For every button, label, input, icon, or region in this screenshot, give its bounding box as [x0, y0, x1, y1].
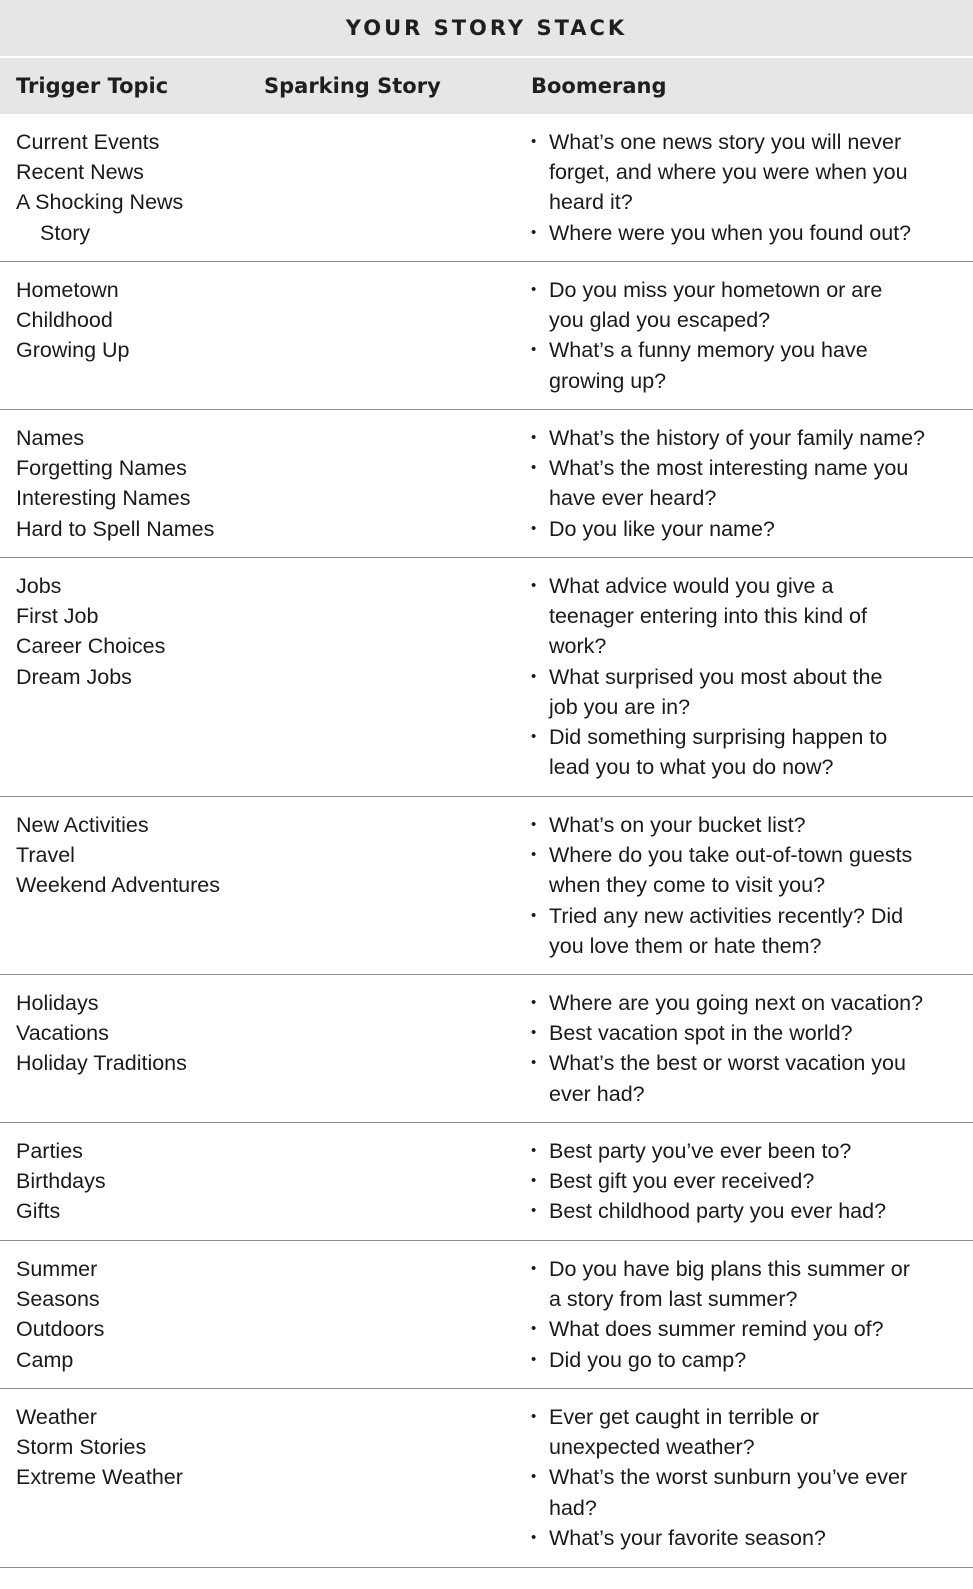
trigger-topic-item: Holidays — [16, 991, 99, 1015]
question-line: What’s your favorite season? — [549, 1525, 826, 1550]
boomerang-cell — [531, 810, 961, 961]
table-title: YOUR STORY STACK — [345, 16, 628, 40]
question-line: Best vacation spot in the world? — [549, 1021, 853, 1046]
boomerang-question — [531, 1048, 961, 1108]
question-line: What’s the best or worst vacation you — [549, 1051, 906, 1076]
trigger-topic-item: Jobs — [16, 574, 62, 598]
trigger-topic-item: Current Events — [16, 130, 160, 154]
column-header-row — [0, 58, 973, 114]
table-row — [0, 1241, 973, 1389]
question-line: Best party you’ve ever been to? — [549, 1139, 852, 1163]
trigger-topic-item: First Job — [16, 604, 99, 629]
boomerang-question — [531, 423, 961, 453]
question-line: What advice would you give a — [549, 574, 834, 598]
table-body — [0, 114, 973, 1568]
table-row — [0, 1389, 973, 1568]
question-line: What’s the history of your family name? — [549, 426, 926, 450]
question-line: forget, and where you were when you — [549, 160, 908, 185]
boomerang-question — [531, 1314, 961, 1344]
boomerang-question — [531, 1345, 961, 1375]
header-boomerang: Boomerang — [531, 74, 667, 98]
bullet-icon: • — [531, 1350, 537, 1368]
bullet-icon: • — [531, 1054, 537, 1072]
table-row — [0, 1123, 973, 1241]
boomerang-question — [531, 1462, 961, 1522]
question-line: Best childhood party you ever had? — [549, 1199, 887, 1224]
trigger-topic-item: Recent News — [16, 160, 144, 185]
bullet-icon: • — [531, 1260, 537, 1277]
boomerang-question — [531, 662, 961, 722]
question-line: What does summer remind you of? — [549, 1317, 884, 1342]
boomerang-question — [531, 1523, 961, 1553]
bullet-icon: • — [531, 281, 537, 298]
trigger-topic-item: Vacations — [16, 1021, 109, 1046]
boomerang-question — [531, 901, 961, 961]
question-line: you love them or hate them? — [549, 933, 822, 958]
trigger-topic-item: Seasons — [16, 1287, 100, 1312]
question-line: had? — [549, 1495, 597, 1520]
boomerang-question — [531, 335, 961, 395]
trigger-topic-item: Camp — [16, 1347, 74, 1372]
question-line: What’s the worst sunburn you’ve ever — [549, 1465, 908, 1490]
trigger-topic-cell — [16, 810, 256, 901]
bullet-icon: • — [531, 906, 537, 924]
trigger-topic-item: New Activities — [16, 813, 149, 837]
trigger-topic-item: Weather — [16, 1405, 97, 1429]
bullet-icon: • — [531, 728, 537, 746]
bullet-icon: • — [531, 1142, 537, 1159]
question-line: Ever get caught in terrible or — [549, 1405, 820, 1429]
trigger-topic-item: Weekend Adventures — [16, 873, 220, 898]
boomerang-cell — [531, 275, 961, 396]
trigger-topic-cell — [16, 571, 256, 692]
boomerang-question — [531, 275, 961, 335]
boomerang-question — [531, 1136, 961, 1166]
table-title-band — [0, 0, 973, 56]
question-line: What’s on your bucket list? — [549, 813, 806, 837]
trigger-topic-item: Interesting Names — [16, 486, 191, 511]
bullet-icon: • — [531, 133, 537, 150]
trigger-topic-cell — [16, 1402, 256, 1493]
boomerang-cell — [531, 127, 961, 248]
trigger-topic-item: Gifts — [16, 1199, 61, 1224]
question-line: Do you like your name? — [549, 516, 775, 541]
question-line: teenager entering into this kind of — [549, 604, 867, 629]
trigger-topic-cell — [16, 1254, 256, 1375]
boomerang-cell — [531, 423, 961, 544]
table-row — [0, 558, 973, 797]
boomerang-question — [531, 1166, 961, 1196]
bullet-icon: • — [531, 667, 537, 685]
trigger-topic-item: Hometown — [16, 278, 119, 302]
bullet-icon: • — [531, 1024, 537, 1042]
question-line: Did you go to camp? — [549, 1347, 747, 1372]
boomerang-question — [531, 218, 961, 248]
question-line: when they come to visit you? — [549, 873, 826, 898]
bullet-icon: • — [531, 459, 537, 477]
trigger-topic-item: Childhood — [16, 308, 113, 333]
table-row — [0, 410, 973, 558]
boomerang-question — [531, 1196, 961, 1226]
question-line: ever had? — [549, 1081, 645, 1106]
question-line: growing up? — [549, 368, 667, 393]
trigger-topic-item: Storm Stories — [16, 1435, 147, 1460]
header-sparking-story: Sparking Story — [264, 74, 441, 98]
trigger-topic-item: Dream Jobs — [16, 664, 132, 689]
trigger-topic-item: Birthdays — [16, 1169, 106, 1194]
trigger-topic-item: Forgetting Names — [16, 456, 187, 481]
boomerang-question — [531, 571, 961, 662]
question-line: Where do you take out-of-town guests — [549, 843, 913, 868]
boomerang-question — [531, 514, 961, 544]
bullet-icon: • — [531, 577, 537, 594]
boomerang-cell — [531, 1402, 961, 1553]
bullet-icon: • — [531, 1468, 537, 1486]
bullet-icon: • — [531, 1172, 537, 1190]
question-line: Do you have big plans this summer or — [549, 1257, 910, 1281]
trigger-topic-item: Extreme Weather — [16, 1465, 183, 1490]
question-line: Where are you going next on vacation? — [549, 991, 924, 1015]
question-line: Best gift you ever received? — [549, 1169, 815, 1194]
boomerang-question — [531, 988, 961, 1018]
question-line: a story from last summer? — [549, 1287, 798, 1312]
question-line: Do you miss your hometown or are — [549, 278, 883, 302]
boomerang-question — [531, 127, 961, 218]
question-line: Where were you when you found out? — [549, 220, 912, 245]
question-line: job you are in? — [549, 694, 691, 719]
trigger-topic-item: Story — [40, 220, 91, 245]
bullet-icon: • — [531, 223, 537, 241]
question-line: have ever heard? — [549, 486, 717, 511]
bullet-icon: • — [531, 429, 537, 446]
trigger-topic-item: Outdoors — [16, 1317, 105, 1342]
trigger-topic-item: Growing Up — [16, 338, 130, 363]
bullet-icon: • — [531, 1320, 537, 1338]
question-line: What’s the most interesting name you — [549, 456, 909, 481]
question-line: work? — [549, 634, 607, 659]
boomerang-question — [531, 810, 961, 840]
trigger-topic-cell — [16, 1136, 256, 1227]
trigger-topic-cell — [16, 127, 256, 248]
header-trigger-topic: Trigger Topic — [16, 74, 169, 98]
trigger-topic-item: Travel — [16, 843, 75, 868]
bullet-icon: • — [531, 994, 537, 1011]
bullet-icon: • — [531, 1528, 537, 1546]
question-line: What’s one news story you will never — [549, 130, 902, 154]
question-line: What surprised you most about the — [549, 664, 883, 689]
bullet-icon: • — [531, 341, 537, 359]
question-line: lead you to what you do now? — [549, 755, 834, 780]
bullet-icon: • — [531, 1408, 537, 1425]
trigger-topic-item: Career Choices — [16, 634, 166, 659]
boomerang-question — [531, 722, 961, 782]
question-line: Tried any new activities recently? Did — [549, 903, 904, 928]
boomerang-question — [531, 1402, 961, 1462]
boomerang-question — [531, 453, 961, 513]
bullet-icon: • — [531, 846, 537, 864]
trigger-topic-item: Hard to Spell Names — [16, 516, 215, 541]
table-row — [0, 797, 973, 975]
table-row — [0, 262, 973, 410]
trigger-topic-cell — [16, 275, 256, 366]
bullet-icon: • — [531, 816, 537, 833]
trigger-topic-cell — [16, 988, 256, 1079]
question-line: unexpected weather? — [549, 1435, 755, 1460]
question-line: you glad you escaped? — [549, 308, 771, 333]
boomerang-cell — [531, 571, 961, 782]
trigger-topic-item: Parties — [16, 1139, 83, 1163]
boomerang-cell — [531, 1254, 961, 1375]
trigger-topic-item: A Shocking News — [16, 190, 184, 215]
trigger-topic-item: Holiday Traditions — [16, 1051, 187, 1076]
question-line: heard it? — [549, 190, 633, 215]
trigger-topic-item: Summer — [16, 1257, 98, 1281]
trigger-topic-cell — [16, 423, 256, 544]
table-row — [0, 975, 973, 1123]
table-row — [0, 114, 973, 262]
boomerang-question — [531, 1254, 961, 1314]
bullet-icon: • — [531, 1202, 537, 1220]
boomerang-question — [531, 840, 961, 900]
bullet-icon: • — [531, 519, 537, 537]
question-line: What’s a funny memory you have — [549, 338, 868, 363]
boomerang-cell — [531, 1136, 961, 1227]
trigger-topic-item: Names — [16, 426, 85, 450]
boomerang-cell — [531, 988, 961, 1109]
boomerang-question — [531, 1018, 961, 1048]
question-line: Did something surprising happen to — [549, 725, 888, 750]
